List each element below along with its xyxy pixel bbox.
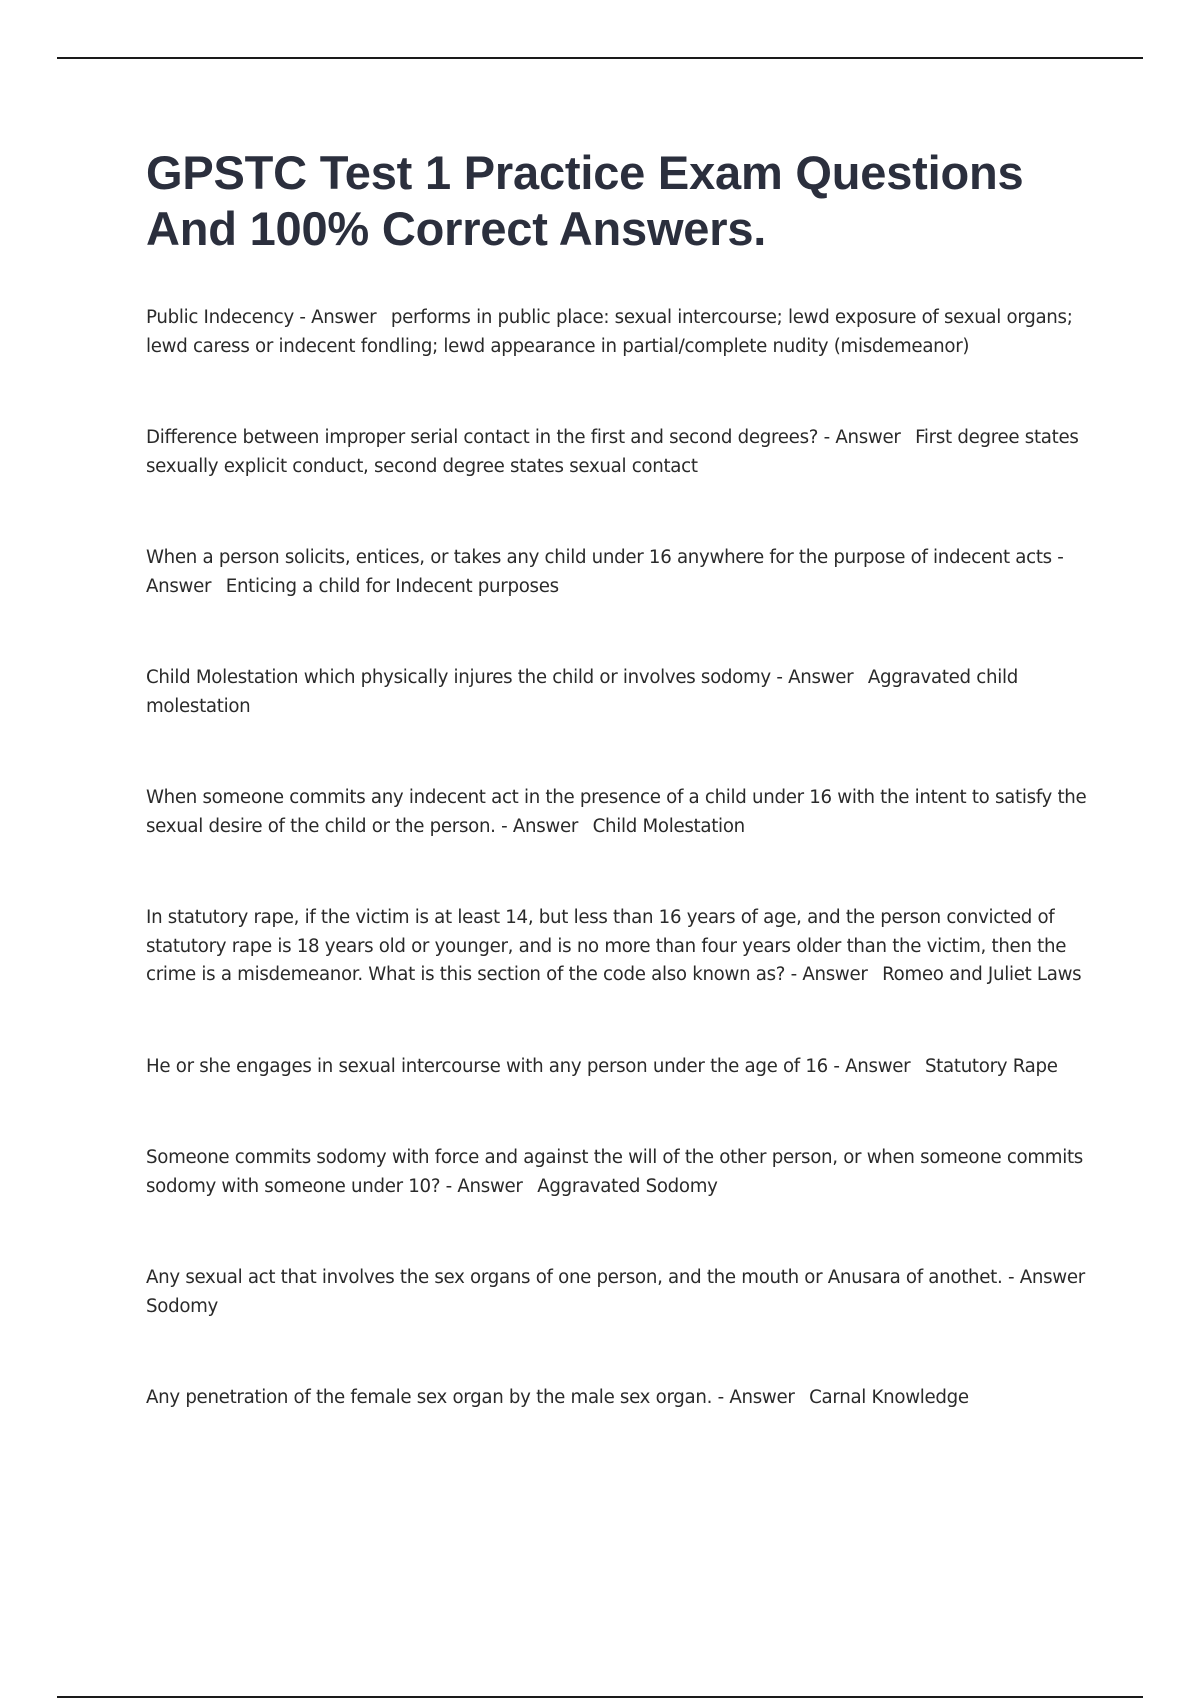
qa-answer: First degree states sexually explicit conduct, second degree states sexual contact (146, 427, 1079, 477)
qa-question: He or she engages in sexual intercourse with any person under the age of 16 - Answer (146, 1055, 911, 1077)
qa-question: When someone commits any indecent act in the presence of a child under 16 with the intent to satisfy the sexual desire of the child or the person. - Answer (146, 787, 1087, 837)
qa-answer: Enticing a child for Indecent purposes (225, 575, 559, 597)
qa-item (146, 304, 1096, 361)
document-body (146, 145, 1096, 1476)
bottom-divider (57, 1696, 1143, 1698)
qa-item (146, 1053, 1096, 1082)
qa-answer: performs in public place: sexual intercourse; lewd exposure of sexual organs; lewd caress or indecent fondling; lewd appearance in partial/complete nudity (misdemeanor) (146, 307, 1073, 357)
document-title: GPSTC Test 1 Practice Exam Questions And 100% Correct Answers. (146, 146, 1024, 255)
qa-answer: Romeo and Juliet Laws (882, 964, 1082, 985)
qa-answer: Child Molestation (592, 815, 745, 837)
qa-answer: Carnal Knowledge (809, 1387, 969, 1408)
qa-item (146, 904, 1096, 990)
qa-question: Any sexual act that involves the sex organs of one person, and the mouth or Anusara of anothet. - Answer (146, 1267, 1085, 1288)
qa-answer: Aggravated child molestation (146, 667, 1018, 717)
qa-answer: Statutory Rape (924, 1055, 1058, 1077)
qa-question: Any penetration of the female sex organ by the male sex organ. - Answer (146, 1387, 795, 1408)
qa-item (146, 784, 1096, 841)
qa-item (146, 544, 1096, 601)
top-divider (57, 57, 1143, 59)
qa-answer: Aggravated Sodomy (537, 1175, 718, 1197)
qa-item (146, 1264, 1096, 1321)
qa-question: Child Molestation which physically injures the child or involves sodomy - Answer (146, 667, 854, 688)
qa-item (146, 1384, 1096, 1413)
qa-question: When a person solicits, entices, or takes any child under 16 anywhere for the purpose of indecent acts - Answer (146, 547, 1064, 597)
qa-item (146, 1144, 1096, 1201)
qa-question: Someone commits sodomy with force and against the will of the other person, or when someone commits sodomy with someone under 10? - Answer (146, 1147, 1083, 1197)
qa-question: Public Indecency - Answer (146, 307, 377, 328)
qa-list (146, 304, 1096, 1413)
qa-question: Difference between improper serial contact in the first and second degrees? - Answer (146, 427, 901, 448)
qa-item (146, 664, 1096, 721)
qa-answer: Sodomy (146, 1295, 219, 1317)
qa-question: In statutory rape, if the victim is at least 14, but less than 16 years of age, and the person convicted of statutory rape is 18 years old or younger, and is no more than four years older than the victim, then the crime is a misdemeanor. What is this section of the code also known as? - Answer (146, 907, 1067, 985)
qa-item (146, 424, 1096, 481)
